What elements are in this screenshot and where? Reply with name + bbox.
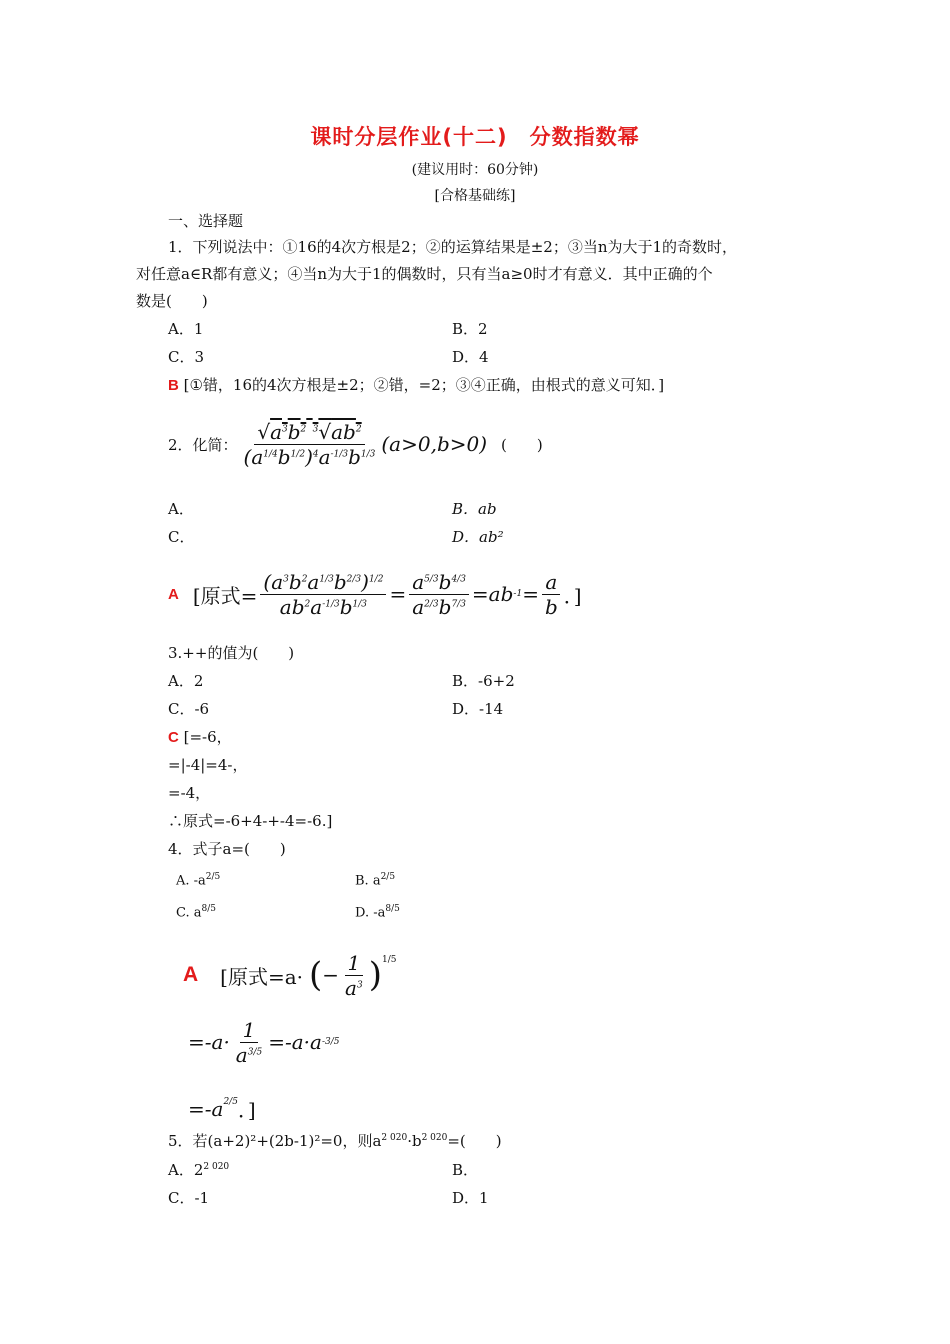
q5-option-b: B． [452,1161,479,1179]
q1-option-d: D．4 [452,348,489,366]
q4-option-b: B. $a^{2/5}$ [355,872,396,889]
q2-answer-exp: -1 [513,589,523,599]
q5-option-a: A．$2^{2 020}$ [168,1161,230,1179]
q2-option-d: D．ab² [452,528,504,546]
q2-answer-mid: =ab [471,582,514,606]
page-title: 课时分层作业(十二) 分数指数幂 [310,125,640,149]
q2-answer: A [原式= $\frac{(a^3b^2a^{1/3}b^{2/3})^{1/2}}{ab^2a^{-1/3}b^{1/3}}$ = $\frac{a^{5/3}b^{4/3}}{a^{2/3}b^{7/3}}$ =ab -1 = $\frac{a}{b}$ ．] [168,569,582,619]
part-heading: 一、选择题 [168,212,244,230]
q3-answer-letter: C [168,729,179,746]
q3-option-b: B．-6+2 [452,672,515,690]
q3-stem: 3.++的值为( ) [168,644,295,662]
q1-line1: 1．下列说法中：①16的4次方根是2；②的运算结果是±2；③当n为大于1的奇数时， [168,238,738,256]
q2-answer-close: ．] [563,583,582,608]
q1-answer-text: [①错，16的4次方根是±2；②错，=2；③④正确，由根式的意义可知．] [183,376,665,394]
q2-expression: $\frac{√a^3b^2 ^3√ab^2}{(a^{1/4}b^{1/2})^4a^{-1/3}b^{1/3}}$ [243,419,376,469]
q3-option-c: C．-6 [168,700,210,718]
q5-option-d: D．1 [452,1189,489,1207]
q1-line3: 数是( ) [136,292,208,310]
section-tag: [合格基础练] [434,188,516,204]
q4-stem: 4．式子a=( ) [168,840,286,858]
q5-stem: 5．若(a+2)²+(2b-1)²=0，则$a^{2 020}\cdot b^{2 020}=$( ) [168,1132,502,1150]
q2-condition: (a>0,b>0) [381,432,488,456]
q1-option-a: A．1 [168,320,204,338]
q3-answer-line1 [168,726,232,747]
q1-option-b: B．2 [452,320,488,338]
q2-prefix: 2．化简： [168,435,238,454]
q3-answer-line2: =|-4|=4-， [168,756,248,774]
q2-answer-frac3: $\frac{a}{b}$ [542,570,561,619]
q4-option-a: A. $-a^{2/5}$ [176,872,221,889]
q2-answer-open: [原式= [192,583,258,608]
q1-line2: 对任意a∈R都有意义；④当n为大于1的偶数时，只有当a≥0时才有意义．其中正确的个 [136,265,713,283]
q4-answer-line2: =-a· $\frac{1}{a^{3/5}}$ =-a·a -3/5 [188,1017,340,1067]
q1-option-c: C．3 [168,348,205,366]
q2-option-c: C． [168,528,195,546]
suggested-time: (建议用时：60分钟) [411,162,539,178]
q2-option-a: A． [168,500,194,518]
q4-answer-open: [原式=a· [220,964,304,989]
q3-answer-line3: =-4， [168,784,211,802]
q4-answer-line3: =-a $^{2/5}$ ．] [188,1096,256,1122]
q2-answer-frac2: $\frac{a^{5/3}b^{4/3}}{a^{2/3}b^{7/3}}$ [409,570,469,619]
q3-option-d: D．-14 [452,700,504,718]
q4-option-c: C. $a^{8/5}$ [176,904,216,921]
q1-answer-letter: B [168,377,179,394]
q2-paren: ( ) [501,435,543,454]
q4-answer-letter: A [183,963,199,986]
q3-answer-text1: [=-6， [183,728,232,746]
q3-answer-line4: ∴原式=-6+4-+-4=-6.] [168,812,333,830]
q2-option-b: B．ab [452,500,497,518]
q2-stem [168,408,543,480]
q5-option-c: C．-1 [168,1189,210,1207]
q4-answer-line1: A [原式=a· ( − $\frac{1}{a^3}$ ) $^{1/5}$ [183,950,397,1000]
q2-answer-letter: A [168,585,179,603]
q2-answer-frac1: $\frac{(a^3b^2a^{1/3}b^{2/3})^{1/2}}{ab^2a^{-1/3}b^{1/3}}$ [260,570,386,619]
q3-option-a: A．2 [168,672,204,690]
q4-option-d: D. $-a^{8/5}$ [355,904,400,921]
q1-answer [168,374,664,395]
